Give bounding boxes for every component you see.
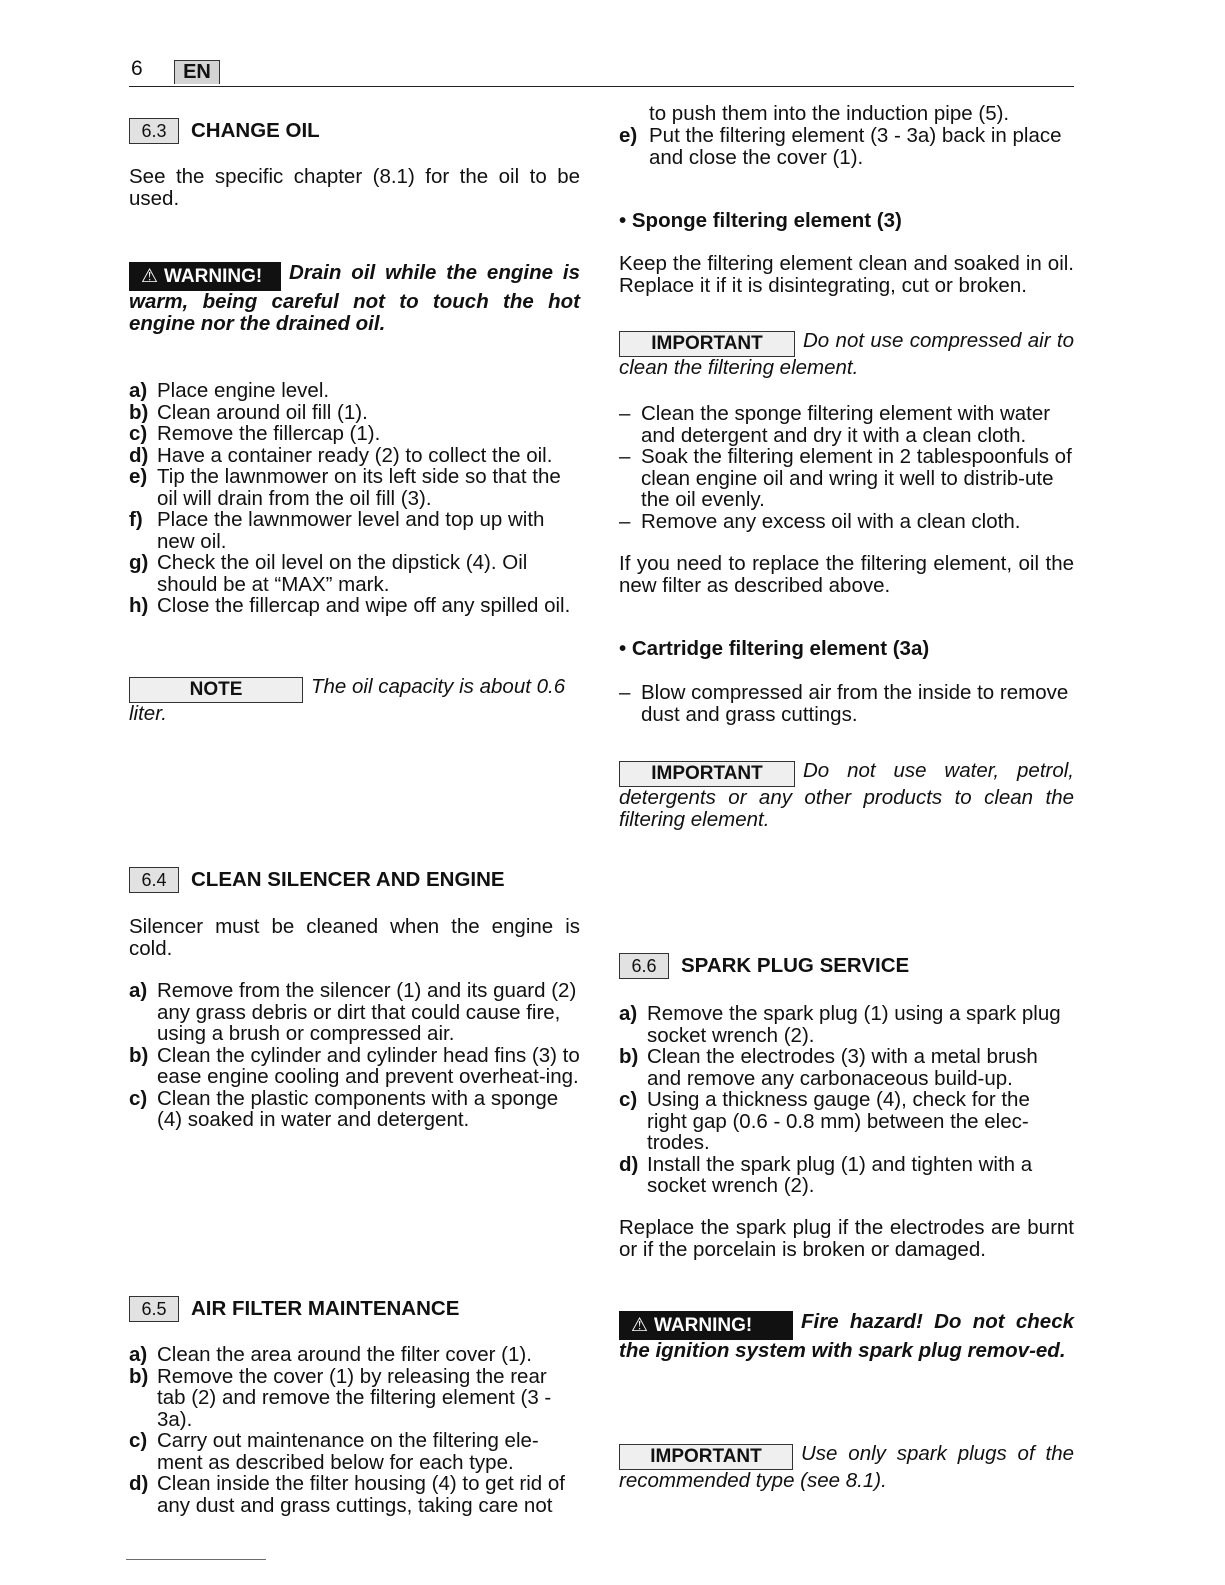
section-6-6-heading [619,953,1074,979]
list-item: c) Using a thickness gauge (4), check for the right gap (0.6 - 0.8 mm) between the elec-trodes. [619,1088,1030,1154]
section-number: 6.3 [129,118,179,144]
silencer-steps [129,980,580,1131]
list-item: – Clean the sponge filtering element with water and detergent and dry it with a clean cloth. [619,402,1051,447]
page-header [129,56,1074,87]
spark-plug-replace-text: Replace the spark plug if the electrodes are burnt or if the porcelain is broken or damaged. [619,1216,1074,1261]
list-item: g) Check the oil level on the dipstick (4). Oil should be at “MAX” mark. [129,551,528,596]
section-number: 6.6 [619,953,669,979]
list-item: d) Clean inside the filter housing (4) to get rid of any dust and grass cuttings, taking care not [129,1472,565,1517]
list-item: c) Remove the fillercap (1). [129,422,381,445]
cartridge-important [619,760,1074,830]
section-number: 6.4 [129,867,179,893]
list-item: h) Close the fillercap and wipe off any spilled oil. [129,594,571,617]
oil-warning [129,262,580,334]
section-title: CHANGE OIL [191,119,320,143]
list-item: – Soak the filtering element in 2 tablespoonfuls of clean engine oil and wring it well to distrib-ute the oil evenly. [619,445,1072,511]
section-title: CLEAN SILENCER AND ENGINE [191,868,505,892]
list-item: – Remove any excess oil with a clean cloth. [619,509,1021,533]
sponge-text: Keep the filtering element clean and soaked in oil. Replace it if it is disintegrating, cut or broken. [619,252,1074,297]
cartridge-heading: • Cartridge filtering element (3a) [619,637,930,660]
list-item: a) Remove from the silencer (1) and its guard (2) any grass debris or dirt that could cause fire, using a brush or compressed air. [129,979,577,1045]
language-badge: EN [174,60,220,84]
note-text: The oil capacity is about 0.6 liter. [129,675,566,725]
list-item: e) Tip the lawnmower on its left side so that the oil will drain from the oil fill (3). [129,465,561,510]
list-item: b) Clean around oil fill (1). [129,400,368,424]
spark-plug-important [619,1443,1074,1492]
sponge-steps [619,403,1074,532]
list-item: c) Clean the plastic components with a sponge (4) soaked in water and detergent. [129,1086,559,1131]
silencer-intro: Silencer must be cleaned when the engine is cold. [129,915,580,960]
warning-triangle-icon: ⚠ [631,1315,649,1336]
cartridge-steps [619,682,1074,725]
section-title: AIR FILTER MAINTENANCE [191,1297,460,1321]
important-text: Do not use water, petrol, detergents or any other products to clean the filtering element. [619,759,1074,831]
warning-badge: ⚠ WARNING! [129,262,281,291]
oil-intro: See the specific chapter (8.1) for the oil to be used. [129,165,580,210]
list-item: d) Install the spark plug (1) and tighten with a socket wrench (2). [619,1152,1033,1197]
list-item: a) Clean the area around the filter cover (1). [129,1343,532,1366]
footer-line [126,1559,266,1560]
page-number: 6 [131,57,143,80]
note-badge: NOTE [129,677,303,703]
list-item: c) Carry out maintenance on the filtering ele-ment as described below for each type. [129,1429,539,1474]
list-item: b) Clean the electrodes (3) with a metal brush and remove any carbonaceous build-up. [619,1045,1038,1090]
list-item: b) Clean the cylinder and cylinder head fins (3) to ease engine cooling and prevent overheat-ing. [129,1043,580,1088]
important-badge: IMPORTANT [619,331,795,357]
important-text: Use only spark plugs of the recommended type (see 8.1). [619,1442,1074,1492]
air-filter-step-e [619,125,1074,168]
warning-badge: ⚠ WARNING! [619,1311,793,1340]
section-6-4-heading [129,867,580,893]
air-filter-steps [129,1344,580,1516]
air-filter-continued: to push them into the induction pipe (5). [649,102,1010,125]
list-item: d) Have a container ready (2) to collect the oil. [129,443,553,467]
list-item: – Blow compressed air from the inside to remove dust and grass cuttings. [619,681,1069,726]
sponge-replace-text: If you need to replace the filtering element, oil the new filter as described above. [619,552,1074,597]
list-item: a) Remove the spark plug (1) using a spark plug socket wrench (2). [619,1002,1061,1047]
list-item: f) Place the lawnmower level and top up with new oil. [129,508,545,553]
important-badge: IMPORTANT [619,761,795,787]
list-item: e) Put the filtering element (3 - 3a) back in place and close the cover (1). [619,124,1062,169]
oil-steps [129,380,580,617]
list-item: a) Place engine level. [129,379,330,402]
section-6-5-heading [129,1296,580,1322]
spark-plug-warning [619,1311,1074,1362]
warning-triangle-icon: ⚠ [141,266,159,287]
warning-text: Drain oil while the engine is warm, being careful not to touch the hot engine nor the drained oil. [129,261,580,335]
section-6-3-heading [129,118,580,144]
spark-plug-steps [619,1003,1074,1197]
important-text: Do not use compressed air to clean the filtering element. [619,329,1074,379]
section-title: SPARK PLUG SERVICE [681,954,910,978]
sponge-important [619,330,1074,379]
sponge-heading: • Sponge filtering element (3) [619,209,902,232]
section-number: 6.5 [129,1296,179,1322]
oil-note [129,676,580,725]
important-badge: IMPORTANT [619,1444,793,1470]
list-item: b) Remove the cover (1) by releasing the rear tab (2) and remove the filtering element (3 - 3a). [129,1364,552,1431]
warning-text: Fire hazard! Do not check the ignition system with spark plug remov-ed. [619,1310,1074,1362]
